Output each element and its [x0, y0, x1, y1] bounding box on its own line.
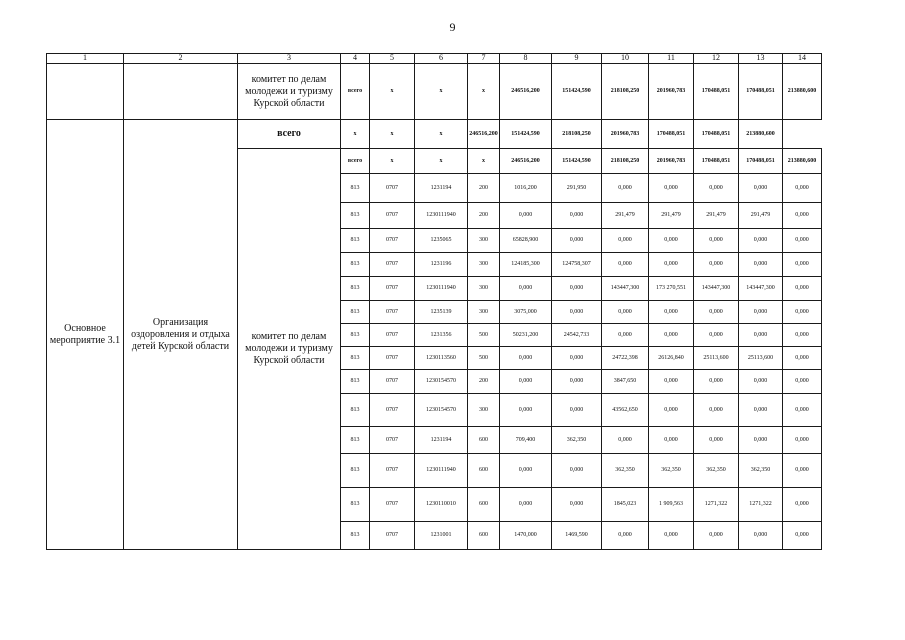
value-cell: 0,000 — [552, 277, 602, 301]
value-cell: 200 — [468, 203, 500, 229]
value-cell: 218108,250 — [602, 64, 649, 120]
value-cell: 0,000 — [783, 370, 822, 394]
value-cell: 151424,590 — [552, 64, 602, 120]
value-cell: 1845,023 — [602, 488, 649, 522]
value-cell: 0,000 — [783, 394, 822, 427]
value-cell: 0707 — [370, 454, 415, 488]
value-cell: 3847,650 — [602, 370, 649, 394]
value-cell: 0707 — [370, 229, 415, 253]
value-cell: 813 — [341, 174, 370, 203]
value-cell: 1 909,563 — [649, 488, 694, 522]
value-cell: 813 — [341, 301, 370, 324]
value-cell: 25113,600 — [694, 347, 739, 370]
value-cell: 0707 — [370, 488, 415, 522]
value-cell: 213880,600 — [783, 64, 822, 120]
value-cell: 813 — [341, 370, 370, 394]
column-number: 7 — [468, 54, 500, 64]
value-cell: 300 — [468, 301, 500, 324]
value-cell: 362,350 — [649, 454, 694, 488]
value-cell: 1230111940 — [415, 203, 468, 229]
value-cell: 813 — [341, 394, 370, 427]
value-cell: 813 — [341, 277, 370, 301]
value-cell: 0,000 — [783, 488, 822, 522]
value-cell: x — [468, 149, 500, 174]
value-cell: 0707 — [370, 394, 415, 427]
value-cell: 0707 — [370, 203, 415, 229]
value-cell: 500 — [468, 324, 500, 347]
value-cell: 813 — [341, 324, 370, 347]
value-cell: 1230113560 — [415, 347, 468, 370]
value-cell: x — [370, 120, 415, 149]
value-cell: 291,479 — [602, 203, 649, 229]
measure-description-cell: Организация оздоровления и отдыха детей Курской области — [124, 120, 238, 550]
value-cell: 201960,783 — [649, 149, 694, 174]
table-row — [47, 120, 822, 149]
column-number: 9 — [552, 54, 602, 64]
value-cell: 0,000 — [694, 427, 739, 454]
value-cell: 1231194 — [415, 174, 468, 203]
value-cell: 813 — [341, 229, 370, 253]
value-cell: 300 — [468, 253, 500, 277]
value-cell: 0,000 — [552, 454, 602, 488]
value-cell: x — [341, 120, 370, 149]
value-cell: 0,000 — [739, 324, 783, 347]
value-cell: 0,000 — [552, 370, 602, 394]
value-cell: 300 — [468, 277, 500, 301]
value-cell: 170488,051 — [694, 64, 739, 120]
value-cell: 0,000 — [739, 229, 783, 253]
value-cell: 0,000 — [739, 394, 783, 427]
value-cell: 0,000 — [694, 522, 739, 550]
value-cell: 0,000 — [739, 522, 783, 550]
value-cell: 0,000 — [602, 522, 649, 550]
value-cell: 300 — [468, 394, 500, 427]
value-cell: 813 — [341, 253, 370, 277]
value-cell: 1230110010 — [415, 488, 468, 522]
value-cell: 246516,200 — [500, 64, 552, 120]
value-cell: 246516,200 — [500, 149, 552, 174]
value-cell: 213880,600 — [739, 120, 783, 149]
value-cell: x — [415, 120, 468, 149]
empty-cell — [47, 64, 124, 120]
value-cell: 813 — [341, 454, 370, 488]
value-cell: 0,000 — [694, 253, 739, 277]
value-cell: 246516,200 — [468, 120, 500, 149]
value-cell: 124758,307 — [552, 253, 602, 277]
value-cell: 0,000 — [649, 174, 694, 203]
value-cell: 0,000 — [649, 324, 694, 347]
value-cell: 200 — [468, 370, 500, 394]
value-cell: 3075,000 — [500, 301, 552, 324]
value-cell: 0,000 — [552, 347, 602, 370]
value-cell: 291,479 — [649, 203, 694, 229]
value-cell: 0,000 — [783, 522, 822, 550]
value-cell: 201960,783 — [649, 64, 694, 120]
value-cell: 0,000 — [783, 229, 822, 253]
value-cell: 25113,600 — [739, 347, 783, 370]
column-number: 4 — [341, 54, 370, 64]
value-cell: 362,350 — [694, 454, 739, 488]
page-number: 9 — [449, 20, 456, 34]
empty-cell — [124, 64, 238, 120]
value-cell: 0,000 — [739, 174, 783, 203]
value-cell: 0,000 — [500, 347, 552, 370]
value-cell: 0,000 — [602, 427, 649, 454]
value-cell: 0707 — [370, 522, 415, 550]
value-cell: 24722,398 — [602, 347, 649, 370]
value-cell: 0,000 — [500, 454, 552, 488]
value-cell: 143447,300 — [602, 277, 649, 301]
column-number: 2 — [124, 54, 238, 64]
value-cell: 300 — [468, 229, 500, 253]
value-cell: 0,000 — [500, 370, 552, 394]
value-cell: 0,000 — [649, 301, 694, 324]
value-cell: 1231001 — [415, 522, 468, 550]
value-cell: 709,400 — [500, 427, 552, 454]
value-cell: 0,000 — [783, 174, 822, 203]
value-cell: 143447,300 — [694, 277, 739, 301]
value-cell: 0,000 — [783, 301, 822, 324]
executor-cell: комитет по делам молодежи и туризму Курской области — [238, 64, 341, 120]
value-cell: 0,000 — [783, 277, 822, 301]
value-cell: 1016,200 — [500, 174, 552, 203]
value-cell: 813 — [341, 427, 370, 454]
value-cell: 170488,051 — [694, 120, 739, 149]
value-cell: 1230111940 — [415, 454, 468, 488]
column-number: 1 — [47, 54, 124, 64]
value-cell: 124185,300 — [500, 253, 552, 277]
value-cell: 600 — [468, 454, 500, 488]
column-number: 14 — [783, 54, 822, 64]
value-cell: 0707 — [370, 324, 415, 347]
column-number: 13 — [739, 54, 783, 64]
value-cell: 43562,650 — [602, 394, 649, 427]
value-cell: 0,000 — [602, 253, 649, 277]
value-cell: 0,000 — [649, 229, 694, 253]
value-cell: 0,000 — [602, 324, 649, 347]
column-number: 12 — [694, 54, 739, 64]
value-cell: 291,950 — [552, 174, 602, 203]
value-cell: 218108,250 — [552, 120, 602, 149]
value-cell: 0,000 — [783, 454, 822, 488]
value-cell: 0,000 — [783, 203, 822, 229]
value-cell: 0707 — [370, 253, 415, 277]
value-cell: 0707 — [370, 301, 415, 324]
value-cell: 0,000 — [694, 301, 739, 324]
value-cell: 1231356 — [415, 324, 468, 347]
value-cell: 0,000 — [739, 370, 783, 394]
value-cell: 1230154570 — [415, 370, 468, 394]
value-cell: 1230111940 — [415, 277, 468, 301]
value-cell: 24542,733 — [552, 324, 602, 347]
value-cell: 0,000 — [694, 324, 739, 347]
value-cell: 0,000 — [694, 370, 739, 394]
column-number: 8 — [500, 54, 552, 64]
value-cell: 0,000 — [783, 427, 822, 454]
value-cell: 0,000 — [694, 394, 739, 427]
value-cell: 0,000 — [694, 174, 739, 203]
value-cell: 0,000 — [649, 253, 694, 277]
column-number: 3 — [238, 54, 341, 64]
value-cell: 0707 — [370, 427, 415, 454]
value-cell: 0,000 — [783, 324, 822, 347]
header-row — [47, 54, 822, 64]
value-cell: 213880,600 — [783, 149, 822, 174]
value-cell: 170488,051 — [739, 149, 783, 174]
value-cell: x — [370, 149, 415, 174]
value-cell: 151424,590 — [552, 149, 602, 174]
value-cell: 0,000 — [500, 203, 552, 229]
value-cell: 1230154570 — [415, 394, 468, 427]
value-cell: 0,000 — [783, 253, 822, 277]
value-cell: 0,000 — [602, 301, 649, 324]
value-cell: 50231,200 — [500, 324, 552, 347]
value-cell: 291,479 — [739, 203, 783, 229]
value-cell: 170488,051 — [694, 149, 739, 174]
value-cell: 600 — [468, 522, 500, 550]
value-cell: 0,000 — [500, 488, 552, 522]
value-cell: 26126,840 — [649, 347, 694, 370]
value-cell: 0,000 — [783, 347, 822, 370]
value-cell: 0,000 — [649, 522, 694, 550]
value-cell: всего — [341, 64, 370, 120]
value-cell: 0707 — [370, 347, 415, 370]
value-cell: 1470,000 — [500, 522, 552, 550]
measure-name-cell: Основное мероприятие 3.1 — [47, 120, 124, 550]
value-cell: 0,000 — [500, 394, 552, 427]
value-cell: 0,000 — [552, 301, 602, 324]
value-cell: 1231196 — [415, 253, 468, 277]
value-cell: 0,000 — [694, 229, 739, 253]
value-cell: 0,000 — [739, 253, 783, 277]
value-cell: 600 — [468, 488, 500, 522]
value-cell: 173 270,551 — [649, 277, 694, 301]
executor-cell: комитет по делам молодежи и туризму Курской области — [238, 149, 341, 550]
value-cell: 200 — [468, 174, 500, 203]
value-cell: 813 — [341, 347, 370, 370]
value-cell: 151424,590 — [500, 120, 552, 149]
value-cell: x — [415, 64, 468, 120]
value-cell: 0,000 — [602, 229, 649, 253]
value-cell: 170488,051 — [649, 120, 694, 149]
value-cell: 201960,783 — [602, 120, 649, 149]
value-cell: 0,000 — [500, 277, 552, 301]
value-cell: 0,000 — [649, 370, 694, 394]
value-cell: 0,000 — [739, 301, 783, 324]
column-number: 11 — [649, 54, 694, 64]
value-cell: 500 — [468, 347, 500, 370]
value-cell: 0,000 — [602, 174, 649, 203]
value-cell: 170488,051 — [739, 64, 783, 120]
value-cell: всего — [341, 149, 370, 174]
value-cell: 0,000 — [739, 427, 783, 454]
column-number: 5 — [370, 54, 415, 64]
value-cell: 1235139 — [415, 301, 468, 324]
budget-table — [46, 53, 822, 550]
value-cell: 1231194 — [415, 427, 468, 454]
value-cell: 1271,322 — [739, 488, 783, 522]
value-cell: 65828,900 — [500, 229, 552, 253]
total-label-cell: всего — [238, 120, 341, 149]
table-row — [47, 64, 822, 120]
value-cell: 362,350 — [739, 454, 783, 488]
column-number: 6 — [415, 54, 468, 64]
value-cell: 813 — [341, 203, 370, 229]
value-cell: 0,000 — [649, 427, 694, 454]
value-cell: 813 — [341, 522, 370, 550]
value-cell: x — [415, 149, 468, 174]
value-cell: 0,000 — [552, 394, 602, 427]
value-cell: 0707 — [370, 277, 415, 301]
value-cell: 0,000 — [552, 229, 602, 253]
value-cell: 1469,590 — [552, 522, 602, 550]
value-cell: 291,479 — [694, 203, 739, 229]
value-cell: 218108,250 — [602, 149, 649, 174]
value-cell: x — [370, 64, 415, 120]
value-cell: x — [468, 64, 500, 120]
value-cell: 0707 — [370, 370, 415, 394]
value-cell: 0,000 — [552, 203, 602, 229]
value-cell: 0707 — [370, 174, 415, 203]
value-cell: 0,000 — [552, 488, 602, 522]
value-cell: 362,350 — [552, 427, 602, 454]
value-cell: 1235065 — [415, 229, 468, 253]
value-cell: 813 — [341, 488, 370, 522]
value-cell: 362,350 — [602, 454, 649, 488]
column-number: 10 — [602, 54, 649, 64]
value-cell: 143447,300 — [739, 277, 783, 301]
value-cell: 0,000 — [649, 394, 694, 427]
value-cell: 600 — [468, 427, 500, 454]
value-cell: 1271,322 — [694, 488, 739, 522]
